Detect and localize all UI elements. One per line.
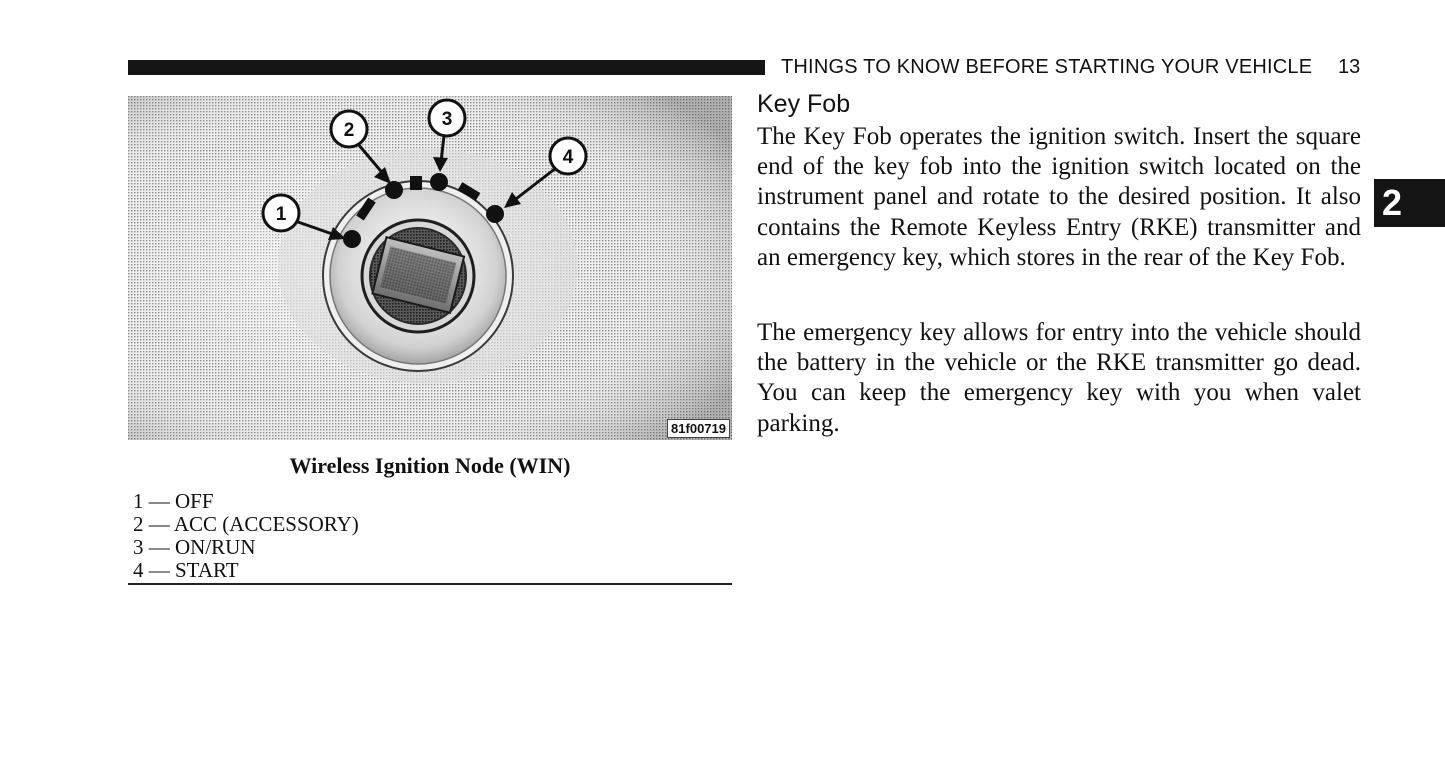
callout-4-label: 4 bbox=[562, 147, 574, 168]
position-acc-dot bbox=[385, 181, 403, 199]
header-rule-bar bbox=[128, 60, 765, 75]
legend-item-off: 1 — OFF bbox=[133, 489, 214, 513]
chapter-tab: 2 bbox=[1374, 179, 1445, 227]
position-run-dot bbox=[430, 173, 448, 191]
body-paragraph-1: The Key Fob operates the ignition switch. Insert the square end of the key fob into the ignition switch located on the instrument panel and rotate to the desired position. It also contains the Remote Keyless Entry (RKE) transmitter and an emergency key, which stores in the rear of the Key Fob. bbox=[757, 123, 1361, 271]
arc-segment bbox=[410, 176, 422, 190]
callout-3-label: 3 bbox=[441, 109, 453, 130]
callout-2-label: 2 bbox=[343, 120, 355, 141]
legend-item-acc: 2 — ACC (ACCESSORY) bbox=[133, 512, 359, 536]
legend-item-on-run: 3 — ON/RUN bbox=[133, 535, 256, 559]
figure-caption: Wireless Ignition Node (WIN) bbox=[289, 453, 571, 478]
figure-legend bbox=[133, 490, 359, 582]
legend-item-start: 4 — START bbox=[133, 558, 239, 582]
body-paragraph-2: The emergency key allows for entry into the vehicle should the battery in the vehicle or the RKE transmitter go dead. You can keep the emergency key with you when valet parking. bbox=[757, 319, 1361, 437]
position-start-dot bbox=[486, 205, 504, 223]
legend-bottom-rule bbox=[128, 583, 732, 585]
figure-code: 81f00719 bbox=[667, 419, 730, 438]
section-heading: Key Fob bbox=[757, 90, 851, 118]
page-number: 13 bbox=[1338, 56, 1361, 78]
ignition-illustration bbox=[128, 96, 732, 440]
running-header-title: THINGS TO KNOW BEFORE STARTING YOUR VEHICLE bbox=[781, 56, 1313, 78]
ignition-figure bbox=[128, 96, 732, 440]
callout-1-label: 1 bbox=[275, 204, 287, 225]
